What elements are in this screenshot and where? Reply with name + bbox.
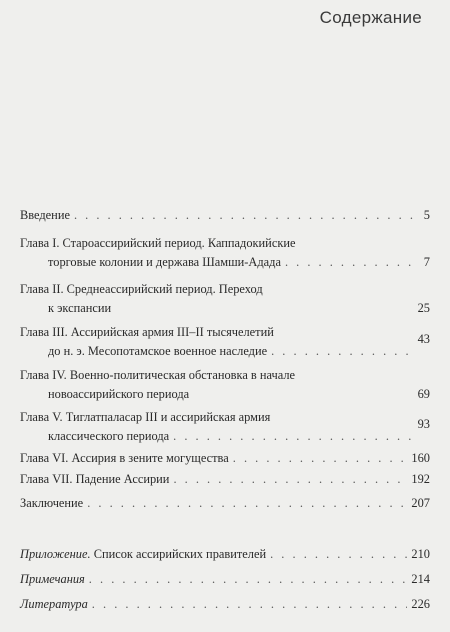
toc-entry-title-cont: к экспансии <box>48 301 112 315</box>
toc-entry-title: Список ассирийских правителей <box>90 547 267 561</box>
toc-entry-page: 207 <box>411 496 430 510</box>
leader-dots <box>285 253 420 272</box>
toc-entry-chapter-6[interactable] <box>20 449 430 468</box>
toc-entry-title: Глава I. Староассирийский период. Каппадокийские <box>20 236 296 250</box>
toc-entry-chapter-4[interactable] <box>20 366 430 404</box>
toc-entry-label: Примечания <box>20 572 85 586</box>
toc-entry-conclusion[interactable] <box>20 494 430 513</box>
toc-entry-title-cont: до н. э. Месопотамское военное наследие <box>48 344 268 358</box>
toc-entry-page: 25 <box>417 301 430 315</box>
toc-entry-title-cont: новоассирийского периода <box>48 387 190 401</box>
toc-entry-chapter-5[interactable] <box>20 408 430 446</box>
leader-dots <box>173 470 407 489</box>
leader-dots <box>89 570 408 589</box>
toc-entry-page: 5 <box>423 208 430 222</box>
toc-entry-title: Глава VI. Ассирия в зените могущества <box>20 451 229 465</box>
toc-entry-page: 192 <box>411 472 430 486</box>
toc-entry-title-cont: классического периода <box>48 429 170 443</box>
toc-entry-page: 43 <box>417 332 430 346</box>
toc-entry-page: 69 <box>417 387 430 401</box>
toc-entry-title: Глава IV. Военно-политическая обстановка в начале <box>20 368 296 382</box>
toc-entry-chapter-7[interactable] <box>20 470 430 489</box>
toc-entry-introduction[interactable] <box>20 206 430 225</box>
toc-entry-title: Введение <box>20 208 70 222</box>
toc-entry-page: 93 <box>417 417 430 431</box>
toc-entry-title: Глава III. Ассирийская армия III–II тысячелетий <box>20 325 274 339</box>
toc-entry-page: 226 <box>411 597 430 611</box>
toc-entry-notes[interactable] <box>20 570 430 589</box>
leader-dots <box>271 342 414 361</box>
page-title: Содержание <box>319 8 422 27</box>
toc-entry-chapter-3[interactable] <box>20 323 430 361</box>
toc-entry-title: Глава V. Тиглатпаласар III и ассирийская армия <box>20 410 271 424</box>
toc-entry-label: Приложение. <box>20 547 91 561</box>
leader-dots <box>233 449 408 468</box>
toc-entry-title: Глава VII. Падение Ассирии <box>20 472 170 486</box>
toc-entry-page: 210 <box>411 547 430 561</box>
leader-dots <box>92 595 408 614</box>
leader-dots <box>74 206 420 225</box>
leader-dots <box>173 427 413 446</box>
toc-entry-bibliography[interactable] <box>20 595 430 614</box>
toc-entry-page: 160 <box>411 451 430 465</box>
leader-dots <box>87 494 407 513</box>
leader-dots <box>270 545 407 564</box>
toc-entry-chapter-1[interactable] <box>20 234 430 272</box>
toc-entry-chapter-2[interactable] <box>20 280 430 318</box>
toc-entry-appendix[interactable] <box>20 545 430 564</box>
toc-entry-label: Литература <box>20 597 88 611</box>
toc-entry-title: Заключение <box>20 496 84 510</box>
toc-entry-page: 7 <box>423 255 430 269</box>
toc-entry-page: 214 <box>411 572 430 586</box>
toc-entry-title-cont: торговые колонии и держава Шамши-Адада <box>48 255 281 269</box>
toc-entry-title: Глава II. Среднеассирийский период. Переход <box>20 282 263 296</box>
